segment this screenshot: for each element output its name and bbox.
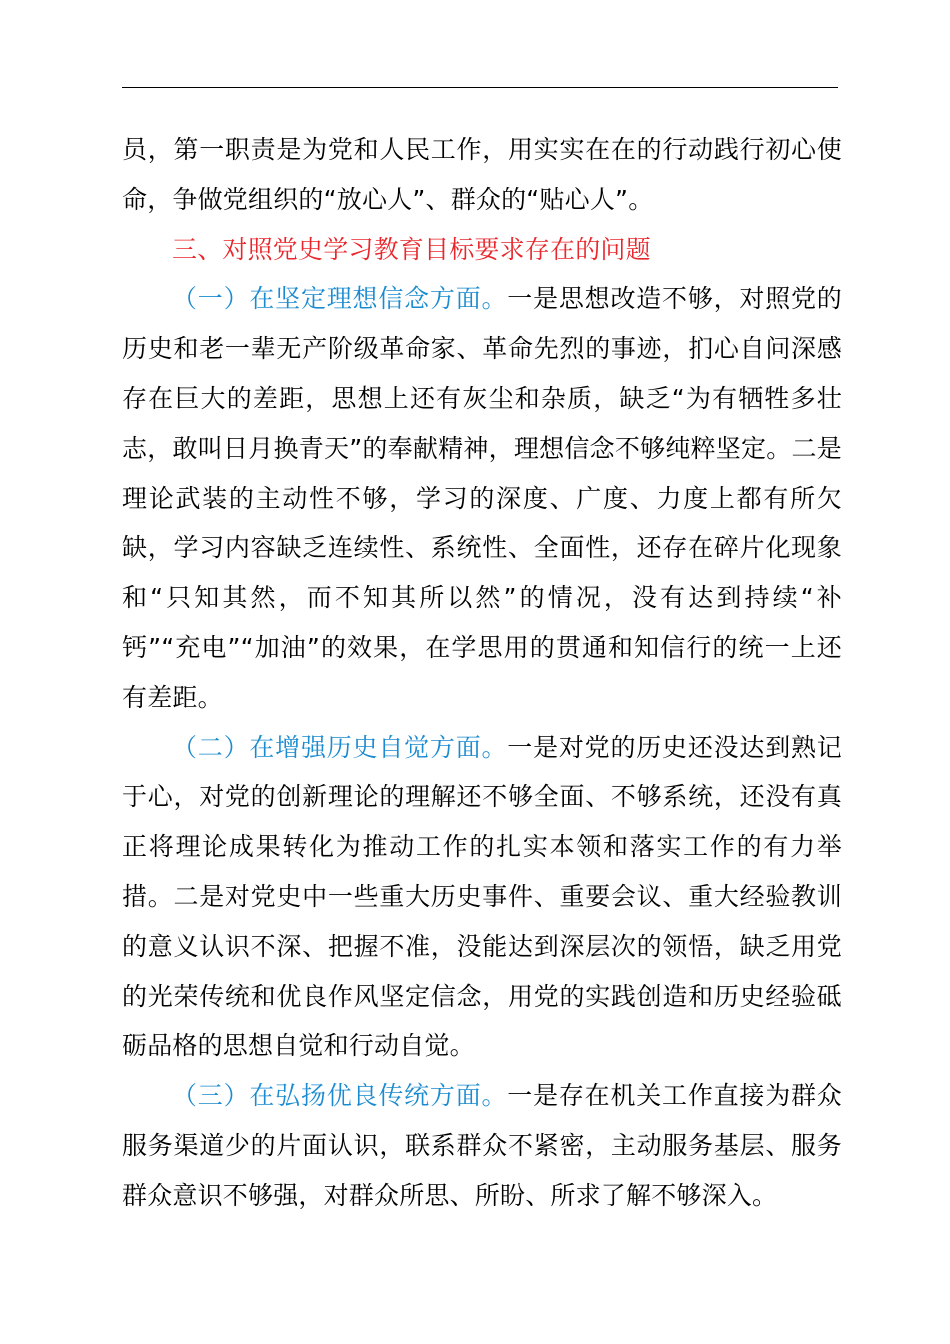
sub-heading-1: （一）在坚定理想信念方面。	[172, 284, 508, 314]
sub2-body: 一是对党的历史还没达到熟记于心，对党的创新理论的理解还不够全面、不够系统，还没有真正将理论成果转化为推动工作的扎实本领和落实工作的有力举措。二是对党史中一些重大历史事件、重要会议、重大经验教训的意义认识不深、把握不准，没能达到深层次的领悟，缺乏用党的光荣传统和优良作风坚定信念，用党的实践创造和历史经验砥砺品格的思想自觉和行动自觉。	[122, 732, 842, 1061]
paragraph-continuation: 员，第一职责是为党和人民工作，用实实在在的行动践行初心使命，争做党组织的“放心人”、群众的“贴心人”。	[122, 135, 842, 214]
section-heading-3: 三、对照党史学习教育目标要求存在的问题	[172, 234, 651, 264]
sub3-body: 一是存在机关工作直接为群众服务渠道少的片面认识，联系群众不紧密，主动服务基层、服务群众意识不够强，对群众所思、所盼、所求了解不够深入。	[122, 1081, 842, 1210]
paragraph-sub3	[122, 1071, 842, 1220]
sub-heading-2: （二）在增强历史自觉方面。	[172, 732, 508, 762]
sub-heading-3: （三）在弘扬优良传统方面。	[172, 1081, 508, 1111]
paragraph-sub2	[122, 723, 842, 1072]
header-rule	[122, 87, 838, 88]
sub1-body: 一是思想改造不够，对照党的历史和老一辈无产阶级革命家、革命先烈的事迹，扪心自问深感存在巨大的差距，思想上还有灰尘和杂质，缺乏“为有牺牲多壮志，敢叫日月换青天”的奉献精神，理想信念不够纯粹坚定。二是理论武装的主动性不够，学习的深度、广度、力度上都有所欠缺，学习内容缺乏连续性、系统性、全面性，还存在碎片化现象和“只知其然，而不知其所以然”的情况，没有达到持续“补钙”“充电”“加油”的效果，在学思用的贯通和知信行的统一上还有差距。	[122, 284, 842, 712]
paragraph-sub1	[122, 274, 842, 722]
document-body	[122, 125, 842, 1221]
